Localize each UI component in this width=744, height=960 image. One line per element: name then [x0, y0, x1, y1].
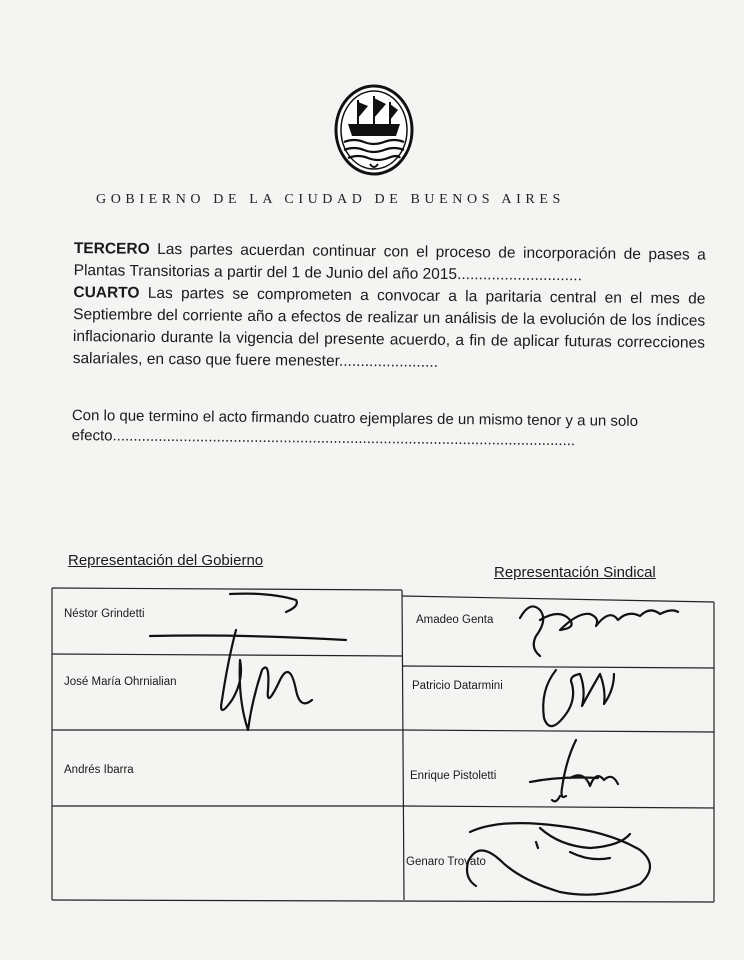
closing-statement: Con lo que termino el acto firmando cuatro ejemplares de un mismo tenor y a un solo efecto...............................................................................................................: [71, 406, 639, 450]
clause-text: Las partes se comprometen a convocar a la paritaria central en el mes de Septiembre del corriente año a efectos de realizar un análisis de la evolución de los índices inflacionario durante la vigencia del presente acuerdo, a fin de aplicar futuras correcciones salariales, en caso que fuere menester.......................: [72, 284, 706, 371]
signatory-name: Néstor Grindetti: [64, 608, 145, 620]
signatory-name: Andrés Ibarra: [64, 764, 134, 776]
signatory-name: Patricio Datarmini: [412, 680, 503, 692]
government-representation-heading: Representación del Gobierno: [68, 552, 264, 569]
signatory-name: Enrique Pistoletti: [410, 770, 497, 782]
clause-label: CUARTO: [73, 283, 140, 302]
signatory-name: Genaro Trovato: [406, 856, 486, 868]
clause-label: TERCERO: [73, 239, 150, 258]
clause-text: Las partes acuerdan continuar con el proceso de incorporación de pases a Plantas Transitorias a partir del 1 de Junio del año 2015.............................: [73, 240, 706, 285]
union-representation-heading: Representación Sindical: [494, 564, 656, 581]
signatory-name: Amadeo Genta: [416, 614, 494, 626]
government-header: GOBIERNO DE LA CIUDAD DE BUENOS AIRES: [96, 192, 565, 207]
signatory-name: José María Ohrnialian: [64, 676, 177, 688]
